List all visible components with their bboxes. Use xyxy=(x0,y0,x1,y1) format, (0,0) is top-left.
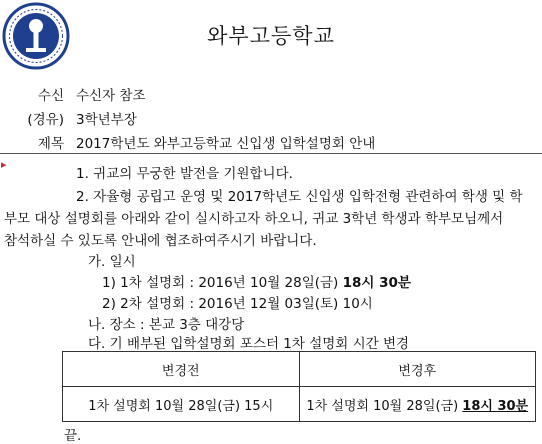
paragraph-1: 1. 귀교의 무궁한 발전을 기원합니다. xyxy=(76,166,293,182)
session-1-text: 1) 1차 설명회 : 2016년 10월 28일(금) xyxy=(102,275,343,291)
session-1-time: 18시 30분 xyxy=(342,275,411,291)
schedule-change-table xyxy=(62,351,536,422)
end-mark: 끝. xyxy=(64,428,82,444)
subject-value: 2017학년도 와부고등학교 신입생 입학설명회 안내 xyxy=(76,136,376,152)
via-value: 3학년부장 xyxy=(76,112,137,128)
table-cell-after-text: 1차 설명회 10월 28일(금) xyxy=(306,398,463,414)
table-header-after: 변경후 xyxy=(299,352,536,387)
table-cell-after xyxy=(299,387,536,422)
table-cell-before: 1차 설명회 10월 28일(금) 15시 xyxy=(63,387,300,422)
session-1 xyxy=(102,271,411,291)
paragraph-2-line-3: 참석하실 수 있도록 안내에 협조하여주시기 바랍니다. xyxy=(4,233,317,249)
margin-mark-icon: ▸ xyxy=(1,158,7,171)
item-da-change: 다. 기 배부된 입학설명회 포스터 1차 설명회 시간 변경 xyxy=(88,336,410,352)
item-ga-datetime: 가. 일시 xyxy=(88,254,136,270)
paragraph-2-line-2: 부모 대상 설명회를 아래와 같이 실시하고자 하오니, 귀교 3학년 학생과 학부모님께서 xyxy=(4,211,504,227)
header-divider xyxy=(0,153,542,154)
recipient-label: 수신 xyxy=(37,88,64,104)
table-header-before: 변경전 xyxy=(63,352,300,387)
via-label: (경유) xyxy=(27,112,64,128)
subject-label: 제목 xyxy=(37,136,64,152)
school-name-title: 와부고등학교 xyxy=(207,24,335,48)
item-na-location: 나. 장소 : 본교 3층 대강당 xyxy=(88,317,245,333)
session-2: 2) 2차 설명회 : 2016년 12월 03일(토) 10시 xyxy=(102,296,373,312)
paragraph-2-line-1: 2. 자율형 공립고 운영 및 2017학년도 신입생 입학전형 관련하여 학생 및 학 xyxy=(76,189,523,205)
table-header-row xyxy=(63,352,536,387)
recipient-value: 수신자 참조 xyxy=(76,88,146,104)
table-cell-after-time: 18시 30분 xyxy=(462,398,529,414)
table-row xyxy=(63,387,536,422)
